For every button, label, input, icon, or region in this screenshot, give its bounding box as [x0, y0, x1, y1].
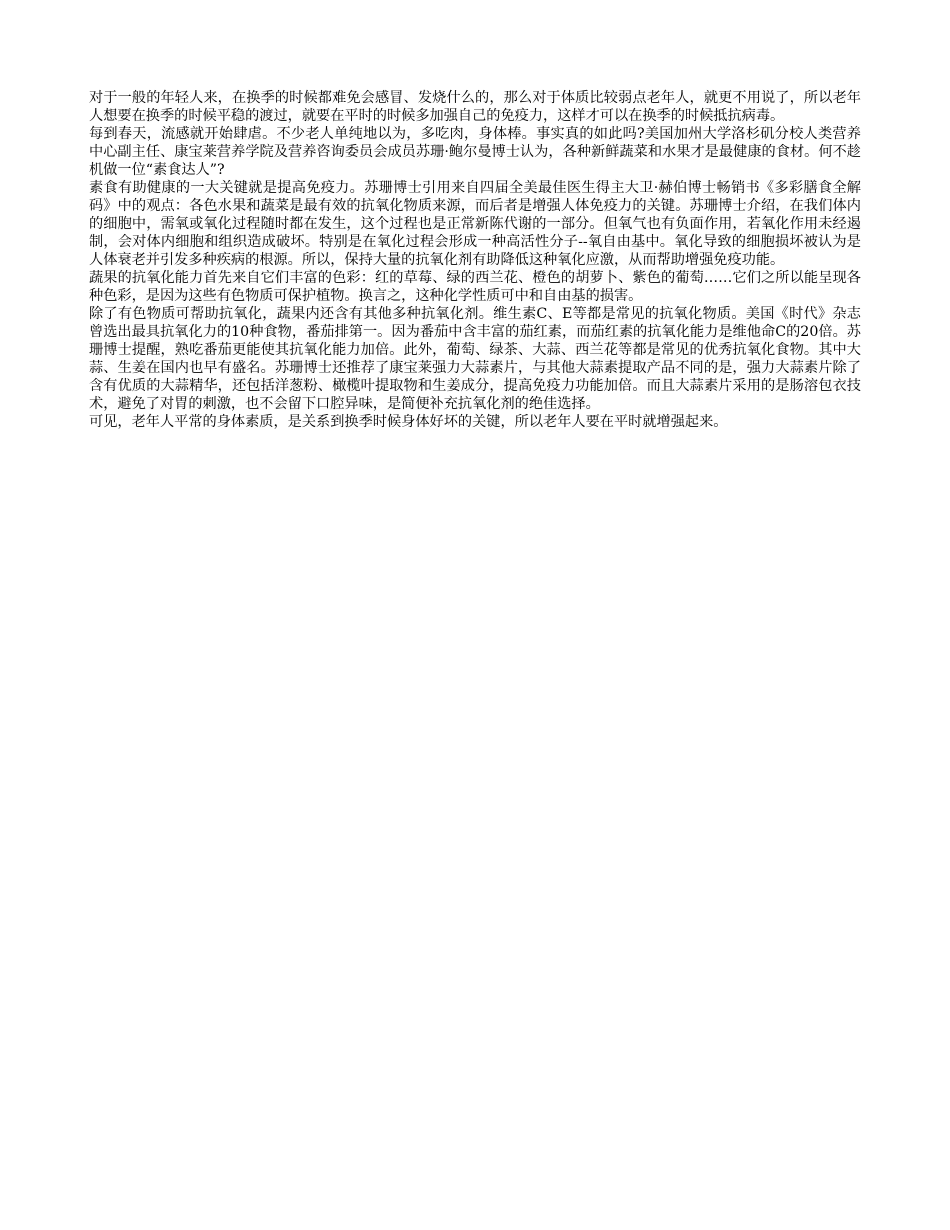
paragraph-conclusion: 可见，老年人平常的身体素质，是关系到换季时候身体好坏的关键，所以老年人要在平时就增强起来。	[89, 414, 728, 430]
paragraph-intro: 对于一般的年轻人来，在换季的时候都难免会感冒、发烧什么的，那么对于体质比较弱点老年人，就更不用说了，所以老年人想要在换季的时候平稳的渡过，就要在平时的时候多加强自己的免疫力，这样才可以在换季的时候抵抗病毒。	[89, 90, 861, 124]
paragraph-spring-flu: 每到春天，流感就开始肆虐。不少老人单纯地以为，多吃肉，身体棒。事实真的如此吗?美国加州大学洛杉矶分校人类营养中心副主任、康宝莱营养学院及营养咨询委员会成员苏珊·鲍尔曼博士认为，各种新鲜蔬菜和水果才是最健康的食材。何不趁机做一位“素食达人”?	[89, 126, 861, 178]
paragraph-colors: 蔬果的抗氧化能力首先来自它们丰富的色彩：红的草莓、绿的西兰花、橙色的胡萝卜、紫色的葡萄……它们之所以能呈现各种色彩，是因为这些有色物质可保护植物。换言之，这种化学性质可中和自由基的损害。	[89, 270, 861, 304]
document-body	[89, 89, 861, 431]
paragraph-antioxidants: 除了有色物质可帮助抗氧化，蔬果内还含有其他多种抗氧化剂。维生素C、E等都是常见的抗氧化物质。美国《时代》杂志曾选出最具抗氧化力的10种食物，番茄排第一。因为番茄中含丰富的茄红素，而茄红素的抗氧化能力是维他命C的20倍。苏珊博士提醒，熟吃番茄更能使其抗氧化能力加倍。此外，葡萄、绿茶、大蒜、西兰花等都是常见的优秀抗氧化食物。其中大蒜、生姜在国内也早有盛名。苏珊博士还推荐了康宝莱强力大蒜素片，与其他大蒜素提取产品不同的是，强力大蒜素片除了含有优质的大蒜精华，还包括洋葱粉、橄榄叶提取物和生姜成分，提高免疫力功能加倍。而且大蒜素片采用的是肠溶包衣技术，避免了对胃的刺激，也不会留下口腔异味，是简便补充抗氧化剂的绝佳选择。	[89, 306, 861, 412]
paragraph-immunity: 素食有助健康的一大关键就是提高免疫力。苏珊博士引用来自四届全美最佳医生得主大卫·赫伯博士畅销书《多彩膳食全解码》中的观点：各色水果和蔬菜是最有效的抗氧化物质来源，而后者是增强人体免疫力的关键。苏珊博士介绍，在我们体内的细胞中，需氧或氧化过程随时都在发生，这个过程也是正常新陈代谢的一部分。但氧气也有负面作用，若氧化作用未经遏制，会对体内细胞和组织造成破坏。特别是在氧化过程会形成一种高活性分子--氧自由基中。氧化导致的细胞损坏被认为是人体衰老并引发多种疾病的根源。所以，保持大量的抗氧化剂有助降低这种氧化应激，从而帮助增强免疫功能。	[89, 180, 861, 268]
